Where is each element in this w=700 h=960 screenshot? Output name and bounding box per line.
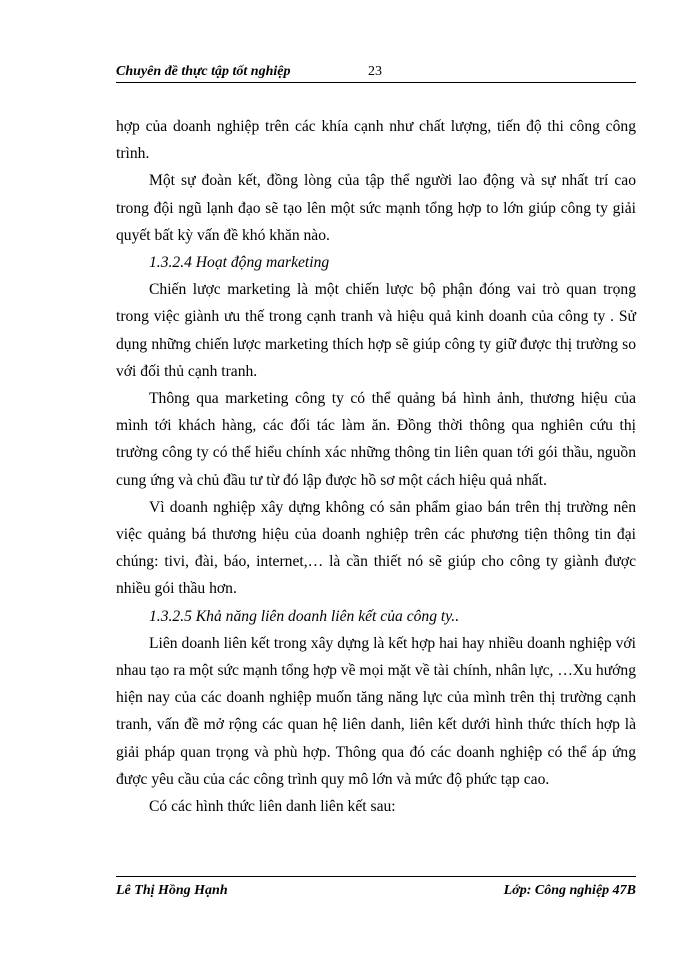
paragraph-unity: Một sự đoàn kết, đồng lòng của tập thể người lao động và sự nhất trí cao trong đội ngũ lạnh đạo sẽ tạo lên một sức mạnh tổng hợp to lớn giúp công ty giải quyết bất kỳ vấn đề khó khăn nào. — [116, 172, 636, 244]
paragraph-joint-venture: Liên doanh liên kết trong xây dựng là kết hợp hai hay nhiều doanh nghiệp với nhau tạo ra một sức mạnh tổng hợp về mọi mặt về tài chính, nhân lực, …Xu hướng hiện nay của các doanh nghiệp muốn tăng năng lực của mình trên thị trường cạnh tranh, vấn đề mở rộng các quan hệ liên danh, liên kết dưới hình thức thích hợp là giải pháp quan trọng và phù hợp. Thông qua đó các doanh nghiệp có thể áp ứng được yêu cầu của các công trình quy mô lớn và mức độ phức tạp cao. — [116, 634, 636, 788]
paragraph-forms-intro: Có các hình thức liên danh liên kết sau: — [149, 798, 396, 816]
paragraph-media: Vì doanh nghiệp xây dựng không có sản phẩm giao bán trên thị trường nên việc quảng bá thương hiệu của doanh nghiệp trên các phương tiện thông tin đại chúng: tivi, đài, báo, internet,… là cần thiết nó sẽ giúp cho công ty giành được nhiều gói thầu hơn. — [116, 498, 636, 598]
paragraph-marketing-promotion: Thông qua marketing công ty có thể quảng bá hình ảnh, thương hiệu của mình tới khách hàng, các đối tác làm ăn. Đồng thời thông qua nghiên cứu thị trường công ty có thể hiểu chính xác những thông tin liên quan tới gói thầu, nguồn cung ứng và chủ đầu tư từ đó lập được hồ sơ một cách hiệu quả nhất. — [116, 390, 636, 489]
document-title: Chuyên đề thực tập tốt nghiệp — [116, 64, 291, 79]
paragraph-marketing-strategy: Chiến lược marketing là một chiến lược bộ phận đóng vai trò quan trọng trong việc giành ưu thế trong cạnh tranh và hiệu quả kinh doanh của công ty . Sử dụng những chiến lược marketing thích hợp sẽ giúp công ty giữ được thị trường so với đối thủ cạnh tranh. — [116, 281, 636, 380]
section-heading-marketing: 1.3.2.4 Hoạt động marketing — [149, 254, 330, 272]
page-body — [116, 113, 636, 820]
paragraph-continuation: hợp của doanh nghiệp trên các khía cạnh như chất lượng, tiến độ thi công công trình. — [116, 118, 636, 163]
page-footer — [116, 876, 636, 903]
author-name: Lê Thị Hồng Hạnh — [116, 883, 228, 898]
page-number: 23 — [368, 64, 382, 79]
class-label: Lớp: Công nghiệp 47B — [503, 883, 636, 898]
page-header — [116, 62, 636, 83]
section-heading-joint-venture: 1.3.2.5 Khả năng liên doanh liên kết của công ty.. — [149, 607, 460, 625]
